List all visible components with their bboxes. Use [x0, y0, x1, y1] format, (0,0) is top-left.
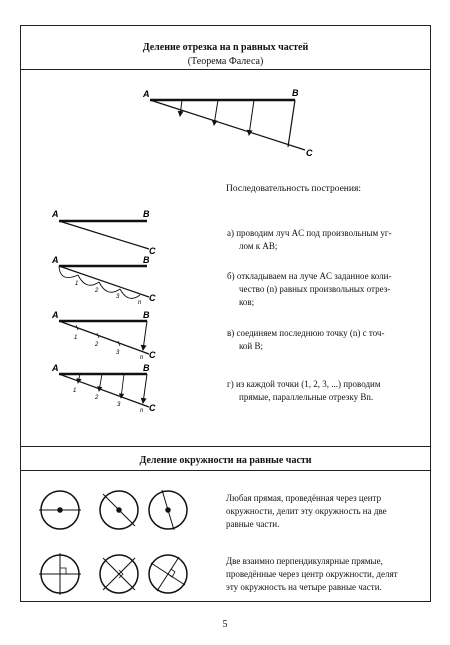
step-c-label-b: B [143, 310, 150, 320]
step-b-label-c: C [149, 293, 156, 303]
circles-two-parts [39, 490, 187, 530]
step-d-line-1: г) из каждой точки (1, 2, 3, ...) проводим [227, 379, 381, 389]
circle-text-1-line-1: Любая прямая, проведённая через центр [226, 493, 382, 503]
step-c-label-c: C [149, 350, 156, 360]
step-a-label-b: B [143, 209, 150, 219]
step-a-label-c: C [149, 246, 156, 256]
main-label-b: B [292, 88, 299, 98]
step-b-line-1: б) откладываем на луче AC заданное коли- [227, 271, 392, 281]
main-label-c: C [306, 148, 313, 158]
circles-four-parts [39, 553, 187, 595]
step-a-figure [59, 221, 149, 249]
step-d-label-c: C [149, 403, 156, 413]
step-b-mark-2: 2 [95, 288, 99, 294]
page-number: 5 [222, 619, 228, 630]
step-d-mark-n: n [140, 408, 144, 414]
step-b-mark-3: 3 [116, 294, 120, 300]
step-b-figure [59, 266, 149, 298]
main-figure [150, 100, 305, 150]
step-b-label-b: B [143, 255, 150, 265]
step-c-mark-n: n [140, 355, 144, 361]
step-c-line-1: в) соединяем последнюю точку (n) с точ- [227, 328, 385, 338]
step-c-label-a: A [52, 310, 59, 320]
circle-text-2-line-3: эту окружность на четыре равные части. [226, 582, 382, 592]
step-b-mark-1: 1 [75, 281, 79, 287]
step-b-mark-n: n [138, 300, 142, 306]
step-d-line-2: прямые, параллельные отрезку Bn. [239, 392, 374, 402]
step-a-line-1: а) проводим луч AC под произвольным уг- [227, 228, 392, 238]
step-c-figure [59, 321, 149, 354]
step-a-line-2: лом к AB; [239, 241, 278, 251]
main-label-a: A [143, 89, 150, 99]
section2-title: Деление окружности на равные части [139, 455, 312, 466]
step-d-mark-2: 2 [95, 395, 99, 401]
circle-text-1-line-3: равные части. [226, 519, 280, 529]
step-d-mark-3: 3 [117, 402, 121, 408]
step-c-line-2: кой B; [239, 341, 263, 351]
circle-text-2-line-1: Две взаимно перпендикулярные прямые, [226, 556, 383, 566]
step-d-mark-1: 1 [73, 388, 77, 394]
step-b-line-3: ков; [239, 297, 255, 307]
sequence-heading: Последовательность построения: [226, 184, 361, 194]
section1-title: Деление отрезка на n равных частей [142, 42, 309, 53]
step-d-label-a: A [52, 363, 59, 373]
step-b-line-2: чество (n) равных произвольных отрез- [239, 284, 391, 294]
step-c-mark-2: 2 [95, 342, 99, 348]
circle-text-1-line-2: окружности, делит эту окружность на две [226, 506, 387, 516]
step-a-label-a: A [52, 209, 59, 219]
step-b-label-a: A [52, 255, 59, 265]
section1-subtitle: (Теорема Фалеса) [187, 56, 264, 67]
step-d-label-b: B [143, 363, 150, 373]
circle-text-2-line-2: проведённые через центр окружности, делят [226, 569, 398, 579]
step-c-mark-3: 3 [116, 350, 120, 356]
step-c-mark-1: 1 [74, 335, 78, 341]
